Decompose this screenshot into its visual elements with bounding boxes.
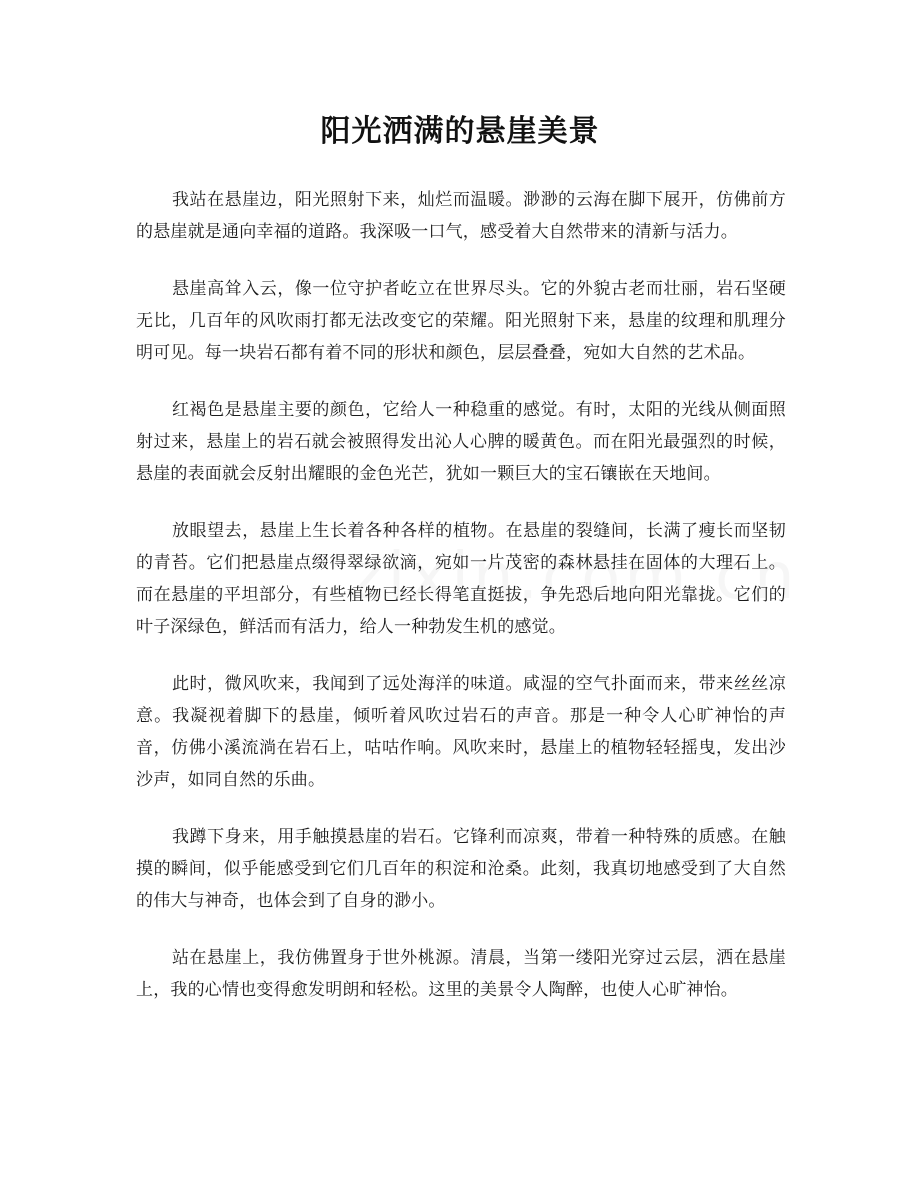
document-body (136, 184, 786, 1031)
paragraph: 我站在悬崖边，阳光照射下来，灿烂而温暖。渺渺的云海在脚下展开，仿佛前方的悬崖就是通向幸福的道路。我深吸一口气，感受着大自然带来的清新与活力。 (136, 190, 786, 242)
paragraph: 我蹲下身来，用手触摸悬崖的岩石。它锋利而凉爽，带着一种特殊的质感。在触摸的瞬间，似乎能感受到它们几百年的积淀和沧桑。此刻，我真切地感受到了大自然的伟大与神奇，也体会到了自身的渺小。 (136, 827, 786, 911)
document-title: 阳光洒满的悬崖美景 (320, 114, 600, 149)
paragraph: 此时，微风吹来，我闻到了远处海洋的味道。咸湿的空气扑面而来，带来丝丝凉意。我凝视着脚下的悬崖，倾听着风吹过岩石的声音。那是一种令人心旷神怡的声音，仿佛小溪流淌在岩石上，咕咕作响。风吹来时，悬崖上的植物轻轻摇曳，发出沙沙声，如同自然的乐曲。 (136, 674, 786, 790)
paragraph: 悬崖高耸入云，像一位守护者屹立在世界尽头。它的外貌古老而壮丽，岩石坚硬无比，几百年的风吹雨打都无法改变它的荣耀。阳光照射下来，悬崖的纹理和肌理分明可见。每一块岩石都有着不同的形状和颜色，层层叠叠，宛如大自然的艺术品。 (136, 279, 786, 363)
paragraph: 站在悬崖上，我仿佛置身于世外桃源。清晨，当第一缕阳光穿过云层，洒在悬崖上，我的心情也变得愈发明朗和轻松。这里的美景令人陶醉，也使人心旷神怡。 (136, 948, 786, 1000)
paragraph: 放眼望去，悬崖上生长着各种各样的植物。在悬崖的裂缝间，长满了瘦长而坚韧的青苔。它们把悬崖点缀得翠绿欲滴，宛如一片茂密的森林悬挂在固体的大理石上。而在悬崖的平坦部分，有些植物已经长得笔直挺拔，争先恐后地向阳光靠拢。它们的叶子深绿色，鲜活而有活力，给人一种勃发生机的感觉。 (136, 521, 786, 637)
paragraph: 红褐色是悬崖主要的颜色，它给人一种稳重的感觉。有时，太阳的光线从侧面照射过来，悬崖上的岩石就会被照得发出沁人心脾的暖黄色。而在阳光最强烈的时候，悬崖的表面就会反射出耀眼的金色光芒，犹如一颗巨大的宝石镶嵌在天地间。 (136, 400, 786, 484)
